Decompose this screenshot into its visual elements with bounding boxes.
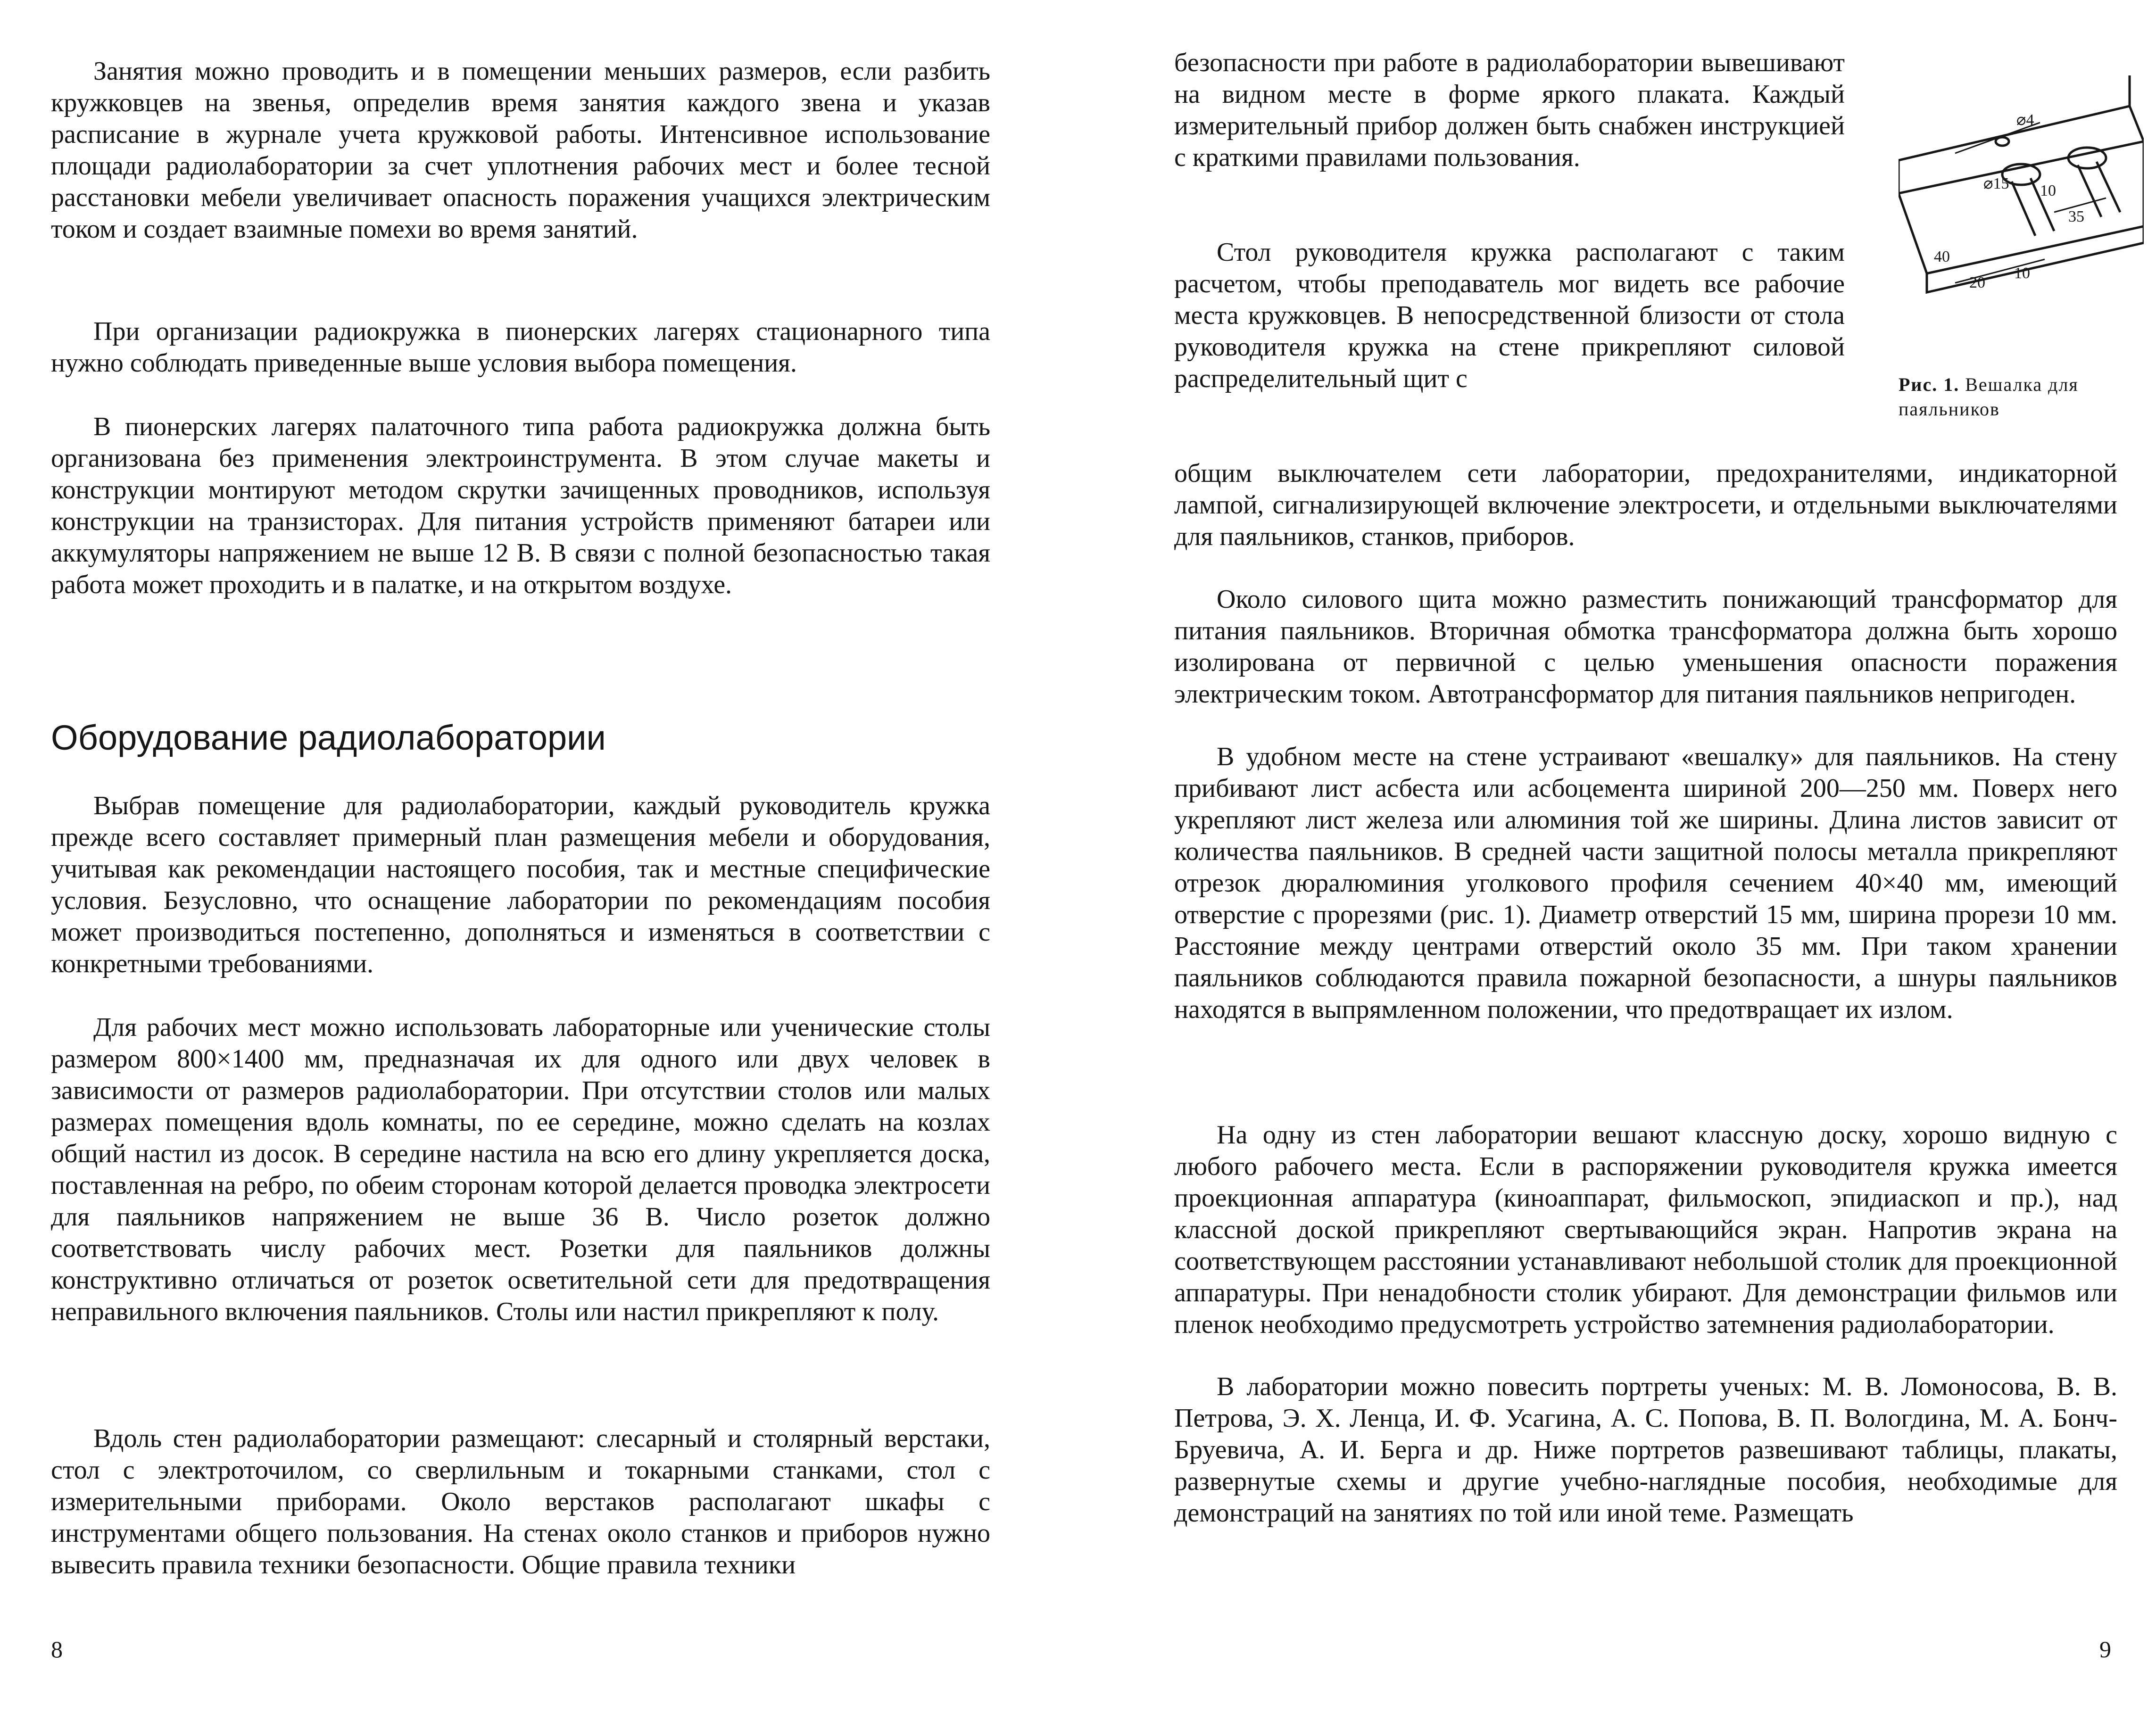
right-paragraph-4: В удобном месте на стене устраивают «вешалку» для паяльников. На стену прибивают лист асбеста или асбоцемента шириной 200—250 мм. Поверх него укрепляют лист железа или алюминия той же ширины. Длина листов зависит от количества паяльников. В средней части защитной полосы металла прикрепляют отрезок дюралюминия уголкового профиля сечением 40×40 мм, имеющий отверстие с прорезями (рис. 1). Диаметр отверстий 15 мм, ширина прорези 10 мм. Расстояние между центрами отверстий около 35 мм. При таком хранении паяльников соблюдаются правила пожарной безопасности, а шнуры паяльников находятся в выпрямленном положении, что предотвращает их излом. bbox=[1174, 742, 2117, 1024]
dim-20: 20 bbox=[1969, 274, 1985, 291]
section-heading: Оборудование радиолаборатории bbox=[51, 718, 606, 757]
page-number-left: 8 bbox=[51, 1636, 63, 1662]
right-paragraph-5: На одну из стен лаборатории вешают классную доску, хорошо видную с любого рабочего места. Если в распоряжении руководителя кружка имеется проекционная аппаратура (киноаппарат, фильмоскоп, эпидиаскоп и пр.), над классной доской прикрепляют свертывающийся экран. Напротив экрана на соответствующем расстоянии устанавливают небольшой столик для проекционной аппаратуры. При ненадобности столик убирают. Для демонстрации фильмов или пленок необходимо предусмотреть устройство затемнения радиолаборатории. bbox=[1174, 1120, 2117, 1339]
left-paragraph-6: Вдоль стен радиолаборатории размещают: слесарный и столярный верстаки, стол с электроточилом, со сверлильным и токарными станками, стол с измерительными приборами. Около верстаков располагают шкафы с инструментами общего пользования. На стенах около станков и приборов нужно вывесить правила техники безопасности. Общие правила техники bbox=[51, 1424, 990, 1579]
left-paragraph-1: Занятия можно проводить и в помещении меньших размеров, если разбить кружковцев на звенья, определив время занятия каждого звена и указав расписание в журнале учета кружковой работы. Интенсивное использование площади радиолаборатории за счет уплотнения рабочих мест и более тесной расстановки мебели увеличивает опасность поражения учащихся электрическим током и создает взаимные помехи во время занятий. bbox=[51, 57, 990, 244]
dim-diameter-15: ⌀15 bbox=[1983, 175, 2009, 192]
dim-spacing-35: 35 bbox=[2068, 208, 2084, 225]
dim-hole-4: ⌀4 bbox=[2016, 111, 2034, 129]
right-paragraph-2: Стол руководителя кружка располагают с таким расчетом, чтобы преподаватель мог видеть все рабочие места кружковцев. В непосредственной близости от стола руководителя кружка на стене прикрепляют силовой распределительный щит с bbox=[1174, 238, 1845, 393]
figure-label: Рис. 1. bbox=[1899, 374, 1960, 395]
left-paragraph-3: В пионерских лагерях палаточного типа работа радиокружка должна быть организована без применения электроинструмента. В этом случае макеты и конструкции монтируют методом скрутки зачищенных проводников, используя конструкции на транзисторах. Для питания устройств применяют батареи или аккумуляторы напряжением не выше 12 В. В связи с полной безопасностью такая работа может проходить и в палатке, и на открытом воздухе. bbox=[51, 412, 990, 599]
right-paragraph-1: безопасности при работе в радиолаборатории вывешивают на видном месте в форме яркого плаката. Каждый измерительный прибор должен быть снабжен инструкцией с краткими правилами пользования. bbox=[1174, 48, 1845, 172]
right-paragraph-6: В лаборатории можно повесить портреты ученых: М. В. Ломоносова, В. В. Петрова, Э. Х. Ленца, И. Ф. Усагина, А. С. Попова, В. П. Вологдина, М. А. Бонч-Бруевича, А. И. Берга и др. Ниже портретов развешивают таблицы, плакаты, развернутые схемы и другие учебно-наглядные пособия, необходимые для демонстраций на занятиях по той или иной теме. Размещать bbox=[1174, 1372, 2117, 1528]
right-paragraph-3: Около силового щита можно разместить понижающий трансформатор для питания паяльников. Вторичная обмотка трансформатора должна быть хорошо изолирована от первичной с целью уменьшения опасности поражения электрическим током. Автотрансформатор для питания паяльников непригоден. bbox=[1174, 585, 2117, 709]
page-number-right: 9 bbox=[2099, 1636, 2111, 1662]
left-paragraph-5: Для рабочих мест можно использовать лабораторные или ученические столы размером 800×1400 мм, предназначая их для одного или двух человек в зависимости от размеров радиолаборатории. При отсутствии столов или малых размерах помещения вдоль комнаты, по ее середине, можно сделать на козлах общий настил из досок. В середине настила на всю его длину укрепляется доска, поставленная на ребро, по обеим сторонам которой делается проводка электросети для паяльников напряжением не выше 36 В. Число розеток должно соответствовать числу рабочих мест. Розетки для паяльников должны конструктивно отличаться от розеток осветительной сети для предотвращения неправильного включения паяльников. Столы или настил прикрепляют к полу. bbox=[51, 1013, 990, 1326]
right-paragraph-2-continuation: общим выключателем сети лаборатории, предохранителями, индикаторной лампой, сигнализирующей включение электросети, и отдельными выключателями для паяльников, станков, приборов. bbox=[1174, 459, 2117, 551]
hanger-drawing bbox=[1899, 71, 2144, 372]
dim-slot-10: 10 bbox=[2040, 182, 2056, 199]
figure-caption-text: Вешалка для паяльников bbox=[1899, 374, 2079, 420]
dim-height-40: 40 bbox=[1934, 248, 1950, 265]
left-paragraph-2: При организации радиокружка в пионерских лагерях стационарного типа нужно соблюдать приведенные выше условия выбора помещения. bbox=[51, 317, 990, 378]
figure-caption bbox=[1899, 372, 2156, 422]
left-paragraph-4: Выбрав помещение для радиолаборатории, каждый руководитель кружка прежде всего составляет примерный план размещения мебели и оборудования, учитывая как рекомендации настоящего пособия, так и местные специфические условия. Безусловно, что оснащение лаборатории по рекомендациям пособия может производиться постепенно, дополняться и изменяться в соответствии с конкретными требованиями. bbox=[51, 791, 990, 978]
right-page bbox=[1078, 0, 2156, 1720]
figure-soldering-iron-hanger bbox=[1899, 71, 2144, 420]
dim-10: 10 bbox=[2014, 265, 2030, 282]
